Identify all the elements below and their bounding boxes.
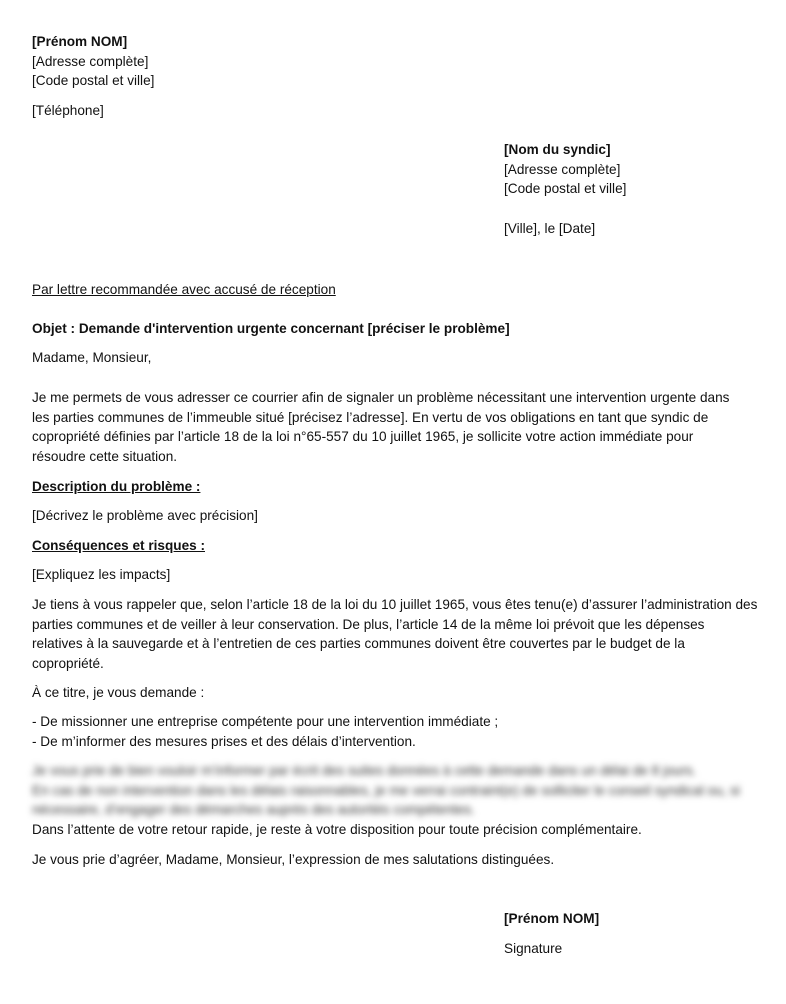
sender-name: [Prénom NOM] xyxy=(32,34,128,49)
legal-reminder-paragraph xyxy=(32,595,762,673)
intro-line: copropriété définies par l’article 18 de la loi n°65-557 du 10 juillet 1965, je sollicite votre action immédiate pour xyxy=(32,429,694,445)
request-item: - De missionner une entreprise compétente pour une intervention immédiate ; xyxy=(32,714,499,729)
intro-line: résoudre cette situation. xyxy=(32,448,178,464)
consequences-body: [Expliquez les impacts] xyxy=(32,567,171,582)
sender-address: [Adresse complète] xyxy=(32,53,149,69)
request-intro: À ce titre, je vous demande : xyxy=(32,685,205,700)
blurred-line: nécessaire, d’engager des démarches auprès des autorités compétentes. xyxy=(32,802,475,818)
delivery-mode: Par lettre recommandée avec accusé de réception xyxy=(32,282,336,297)
blurred-line: Je vous prie de bien vouloir m’informer par écrit des suites données à cette demande dans un délai de 8 jours. xyxy=(32,763,697,778)
recipient-block xyxy=(504,140,626,199)
intro-line: Je me permets de vous adresser ce courrier afin de signaler un problème nécessitant une intervention urgente dans xyxy=(32,390,730,405)
sender-city: [Code postal et ville] xyxy=(32,73,155,89)
reminder-line: parties communes et de veiller à leur conservation. De plus, l’article 14 de la même loi prévoit que les dépenses xyxy=(32,616,705,632)
subject-line: Objet : Demande d'intervention urgente concernant [préciser le problème] xyxy=(32,321,510,336)
reminder-line: Je tiens à vous rappeler que, selon l’article 18 de la loi du 10 juillet 1965, vous êtes tenu(e) d’assurer l’administration des xyxy=(32,597,758,612)
intro-paragraph xyxy=(32,388,762,466)
reminder-line: copropriété. xyxy=(32,655,104,671)
sender-phone: [Téléphone] xyxy=(32,103,104,118)
recipient-address: [Adresse complète] xyxy=(504,161,621,177)
closing-formula: Je vous prie d’agréer, Madame, Monsieur, l’expression de mes salutations distinguées. xyxy=(32,852,555,867)
recipient-city: [Code postal et ville] xyxy=(504,181,627,197)
blurred-paragraph xyxy=(32,761,762,820)
sender-block xyxy=(32,32,154,91)
recipient-name: [Nom du syndic] xyxy=(504,142,611,157)
greeting: Madame, Monsieur, xyxy=(32,350,152,365)
description-heading: Description du problème : xyxy=(32,479,201,494)
place-date: [Ville], le [Date] xyxy=(504,221,596,236)
blurred-line: En cas de non intervention dans les délais raisonnables, je me verrai contraint(e) de solliciter le conseil syndical ou, si xyxy=(32,782,740,798)
intro-line: les parties communes de l’immeuble situé [précisez l’adresse]. En vertu de vos obligations en tant que syndic de xyxy=(32,409,709,425)
request-item: - De m’informer des mesures prises et des délais d’intervention. xyxy=(32,733,416,749)
waiting-sentence: Dans l’attente de votre retour rapide, je reste à votre disposition pour toute précision complémentaire. xyxy=(32,822,642,837)
reminder-line: relatives à la sauvegarde et à l’entretien de ces parties communes doivent être couvertes par le budget de la xyxy=(32,636,685,652)
consequences-heading: Conséquences et risques : xyxy=(32,538,205,553)
request-list xyxy=(32,712,762,751)
signature-name: [Prénom NOM] xyxy=(504,911,600,926)
description-body: [Décrivez le problème avec précision] xyxy=(32,508,258,523)
signature-label: Signature xyxy=(504,941,563,956)
